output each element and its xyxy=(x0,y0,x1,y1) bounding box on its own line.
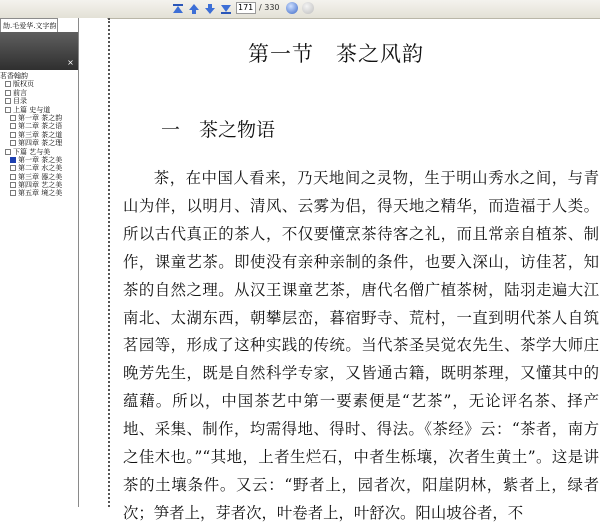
first-page-icon[interactable] xyxy=(171,2,185,16)
sidebar xyxy=(0,18,79,507)
toc-item[interactable] xyxy=(0,97,78,105)
toc-item-label: 上篇 史与道 xyxy=(13,105,51,114)
body-paragraph: 茶，在中国人看来，乃天地间之灵物，生于明山秀水之间，与青山为伴，以明月、清风、云雾为侣，得天地之精华，而造福于人类。所以古代真正的茶人，不仅要懂烹茶待客之礼，而且常亲自植茶、制作，课童艺茶。即使没有亲种亲制的条件，也要入深山，访佳茗，知茶的自然之理。从汉王课童艺茶，唐代名僧广植茶树，陆羽走遍大江南北、太湖东西，朝攀层峦，暮宿野寺、荒村，一直到明代茶人自筑茗园等，形成了这种实践的传统。当代茶圣吴觉农先生、茶学大师庄晚芳先生，既是自然科学专家，又皆通古籍，既明茶理，又懂其中的蕴藉。所以，中国茶艺中第一要素便是“艺茶”，无论评名茶、择产地、采集、制作，均需得地、得时、得法。《茶经》云：“茶者，南方之佳木也。”“其地，上者生烂石，中者生栎壤，次者生黄土”。这是讲茶的土壤条件。又云：“野者上，园者次，阳崖阴林，紫者上，绿者次；笋者上，芽者次，叶卷者上，叶舒次。阳山坡谷者，不 xyxy=(123,169,599,522)
page-total-label: / 330 xyxy=(259,3,280,12)
stop-icon[interactable] xyxy=(302,2,314,14)
sub-heading: 一 茶之物语 xyxy=(161,119,276,141)
next-page-icon[interactable] xyxy=(203,2,217,16)
toc-item[interactable] xyxy=(0,80,78,88)
body-text xyxy=(123,165,599,528)
toc-item-label: 版权页 xyxy=(13,80,34,89)
bookmark-icon xyxy=(10,182,16,188)
bookmark-icon xyxy=(5,107,11,113)
section-title: 第一节 茶之风韵 xyxy=(248,42,424,66)
toolbar xyxy=(0,0,600,19)
previous-page-icon[interactable] xyxy=(187,2,201,16)
sidebar-header xyxy=(0,32,78,70)
bookmark-icon xyxy=(10,157,16,163)
bookmark-icon xyxy=(10,190,16,196)
close-icon[interactable]: × xyxy=(67,58,74,67)
toc-item-label: 下篇 艺与美 xyxy=(13,147,51,156)
toc-item-label: 第二章 茶之语 xyxy=(18,122,63,131)
bookmark-icon xyxy=(5,90,11,96)
table-of-contents xyxy=(0,72,78,198)
toc-item-label: 第三章 茶之道 xyxy=(18,130,63,139)
last-page-icon[interactable] xyxy=(219,2,233,16)
toc-item[interactable] xyxy=(0,122,78,130)
toc-item[interactable] xyxy=(0,106,78,114)
toc-item-label: 第四章 茶之理 xyxy=(18,139,63,148)
toc-item[interactable] xyxy=(0,189,78,197)
toc-item-label: 前言 xyxy=(13,88,27,97)
toc-item-label: 第五章 境之美 xyxy=(18,189,63,198)
toc-item[interactable] xyxy=(0,139,78,147)
toc-item[interactable] xyxy=(0,89,78,97)
bookmark-icon xyxy=(5,149,11,155)
toc-item[interactable] xyxy=(0,164,78,172)
sidebar-tab[interactable]: 劼.毛爱华.文字韵 xyxy=(0,18,58,32)
document-page xyxy=(112,18,600,522)
bookmark-icon xyxy=(5,98,11,104)
toc-item-label: 第四章 艺之美 xyxy=(18,181,63,190)
toc-item-label: 第一章 茶之韵 xyxy=(18,113,63,122)
toc-item-label: 第二章 水之美 xyxy=(18,164,63,173)
page-number-input[interactable]: 171 xyxy=(236,2,256,14)
toc-item[interactable] xyxy=(0,72,78,80)
go-icon[interactable] xyxy=(286,2,298,14)
bookmark-icon xyxy=(10,140,16,146)
bookmark-icon xyxy=(10,165,16,171)
toc-item-label: 目录 xyxy=(13,97,27,106)
page-gutter xyxy=(79,18,107,507)
toc-item[interactable] xyxy=(0,148,78,156)
bookmark-icon xyxy=(10,123,16,129)
bookmark-icon xyxy=(10,132,16,138)
bookmark-icon xyxy=(5,81,11,87)
toc-item-label: 第三章 器之美 xyxy=(18,172,63,181)
toc-item[interactable] xyxy=(0,131,78,139)
bookmark-icon xyxy=(10,174,16,180)
page-edge-divider xyxy=(108,18,110,507)
toc-item-label: 茗香翰韵 xyxy=(0,72,28,80)
toc-item[interactable] xyxy=(0,173,78,181)
toc-item-label: 第一章 茶之美 xyxy=(18,155,63,164)
bookmark-icon xyxy=(10,115,16,121)
